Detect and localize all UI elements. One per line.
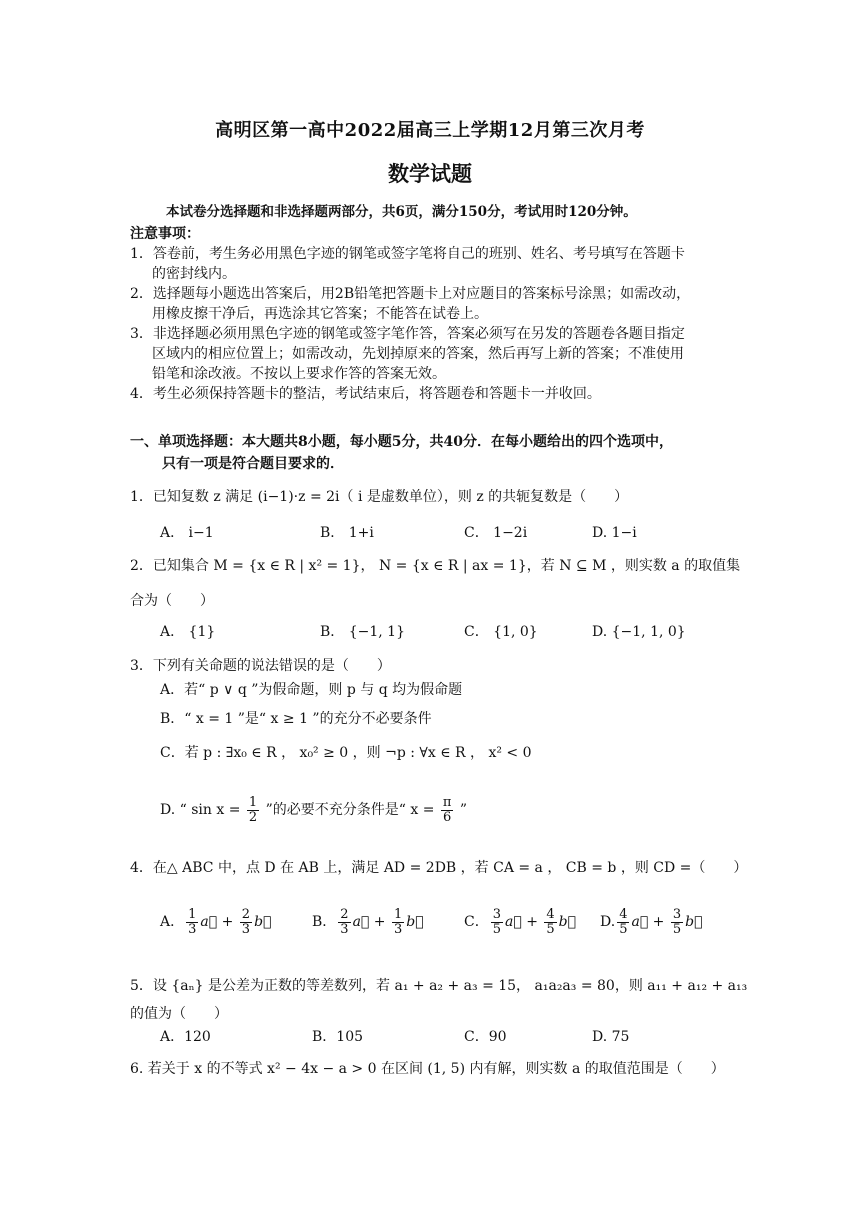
question-2-stem: 2．已知集合 M = {x ∈ R | x² = 1}， N = {x ∈ R | ax = 1}，若 N ⊆ M ，则实数 a 的取值集 [130, 558, 741, 574]
numerator: 3 [672, 906, 682, 922]
notice-item: 的密封线内。 [152, 266, 236, 282]
vector-a: a⃗ [631, 914, 649, 930]
option-b: B． {−1, 1} [320, 624, 405, 640]
vector-b: b⃗ [685, 914, 703, 930]
question-3-option-d [160, 792, 467, 828]
question-4-stem: 4．在△ ABC 中，点 D 在 AB 上，满足 AD = 2DB ，若 CA = a ， CB = b ，则 CD =（ ） [130, 860, 748, 876]
subject-title: 数学试题 [388, 161, 472, 186]
denominator: 2 [248, 809, 258, 825]
coefficient [186, 908, 198, 937]
option-d-text: D. “ sin x = [160, 802, 245, 818]
question-2-options [160, 622, 740, 642]
numerator: 2 [340, 906, 349, 922]
vector-b: b⃗ [558, 914, 577, 930]
notice-item: 3．非选择题必须用黑色字迹的钢笔或签字笔作答，答案必须写在另发的答题卷各题目指定 [130, 326, 685, 342]
question-3-option-a: A．若“ p ∨ q ”为假命题，则 p 与 q 均为假命题 [160, 682, 463, 698]
notice-item: 4．考生必须保持答题卡的整洁，考试结束后，将答题卷和答题卡一并收回。 [130, 386, 601, 402]
denominator: 6 [443, 809, 452, 825]
numerator: 1 [393, 906, 403, 922]
question-3-option-b: B．“ x = 1 ”是“ x ≥ 1 ”的充分不必要条件 [160, 711, 432, 727]
option-c: C．90 [464, 1029, 507, 1045]
exam-intro: 本试卷分选择题和非选择题两部分，共6页，满分150分，考试用时120分钟。 [166, 204, 637, 220]
question-3-stem: 3．下列有关命题的说法错误的是（ ） [130, 658, 391, 674]
exam-title: 高明区第一高中2022届高三上学期12月第三次月考 [215, 120, 645, 141]
vector-a: a⃗ [200, 914, 218, 930]
vector-b: b⃗ [254, 914, 272, 930]
notice-item: 区域内的相应位置上；如需改动，先划掉原来的答案，然后再写上新的答案；不准使用 [152, 346, 684, 362]
question-5-options [160, 1027, 740, 1047]
denominator: 5 [672, 921, 682, 937]
coefficient [491, 908, 503, 937]
option-c: C． $\frac{3}{5}$ a⃗ + $\frac{4}{5}$ b⃗ [464, 906, 577, 937]
numerator: 1 [248, 794, 258, 810]
denominator: 3 [393, 921, 403, 937]
option-d: D. $\frac{4}{5}$ a⃗ + $\frac{3}{5}$ b⃗ [600, 906, 703, 937]
coefficient [671, 908, 683, 937]
fraction-pi-sixth [441, 796, 454, 825]
numerator: 4 [546, 906, 555, 922]
numerator: 1 [188, 906, 197, 922]
vector-a: a⃗ [352, 914, 370, 930]
option-d-text: ” [455, 802, 468, 818]
notice-item: 铅笔和涂改液。不按以上要求作答的答案无效。 [152, 366, 446, 382]
option-label: A． [160, 914, 185, 930]
question-6-stem: 6. 若关于 x 的不等式 x² − 4x − a > 0 在区间 (1, 5) 内有解，则实数 a 的取值范围是（ ） [130, 1061, 725, 1077]
option-b: B．105 [312, 1029, 364, 1045]
numerator: 4 [619, 906, 628, 922]
option-d: D. {−1, 1, 0} [592, 624, 686, 640]
question-5-stem-cont: 的值为（ ） [130, 1006, 228, 1022]
numerator: π [442, 794, 452, 810]
notice-item: 2．选择题每小题选出答案后，用2B铅笔把答题卡上对应题目的答案标号涂黑；如需改动， [130, 286, 691, 302]
option-d: D. 1−i [592, 525, 637, 541]
numerator: 2 [241, 906, 251, 922]
option-c: C． {1, 0} [464, 624, 538, 640]
question-4-options [160, 904, 740, 940]
option-b: B． 1+i [320, 525, 374, 541]
denominator: 3 [241, 921, 251, 937]
option-d: D. 75 [592, 1029, 630, 1045]
vector-b: b⃗ [406, 914, 424, 930]
fraction-one-half [247, 796, 259, 825]
question-1-options [160, 523, 740, 543]
coefficient [240, 908, 252, 937]
option-label: D. [600, 914, 616, 930]
denominator: 5 [619, 921, 628, 937]
option-label: C． [464, 914, 489, 930]
notice-heading: 注意事项： [130, 226, 200, 242]
option-b: B． $\frac{2}{3}$ a⃗ + $\frac{1}{3}$ b⃗ [312, 906, 424, 937]
question-2-stem-cont: 合为（ ） [130, 593, 214, 609]
denominator: 3 [188, 921, 197, 937]
option-label: B． [312, 914, 337, 930]
notice-item: 用橡皮擦干净后，再选涂其它答案；不能答在试卷上。 [152, 306, 488, 322]
option-d-text: ”的必要不充分条件是“ x = [261, 802, 439, 818]
question-1-stem: 1．已知复数 z 满足 (i−1)·z = 2i（ i 是虚数单位），则 z 的共轭复数是（ ） [130, 489, 629, 505]
coefficient [392, 908, 404, 937]
notice-item: 1．答卷前，考生务必用黑色字迹的钢笔或签字笔将自己的班别、姓名、考号填写在答题卡 [130, 246, 685, 262]
coefficient [544, 908, 556, 937]
denominator: 3 [340, 921, 349, 937]
vector-a: a⃗ [505, 914, 522, 930]
option-a: A． $\frac{1}{3}$ a⃗ + $\frac{2}{3}$ b⃗ [160, 906, 272, 937]
numerator: 3 [492, 906, 501, 922]
question-5-stem: 5．设 {aₙ} 是公差为正数的等差数列，若 a₁ + a₂ + a₃ = 15， a₁a₂a₃ = 80，则 a₁₁ + a₁₂ + a₁₃ [130, 978, 748, 994]
option-a: A．120 [160, 1029, 211, 1045]
coefficient [617, 908, 629, 937]
section-heading-cont: 只有一项是符合题目要求的． [162, 456, 344, 472]
denominator: 5 [492, 921, 501, 937]
coefficient [338, 908, 350, 937]
option-a: A． i−1 [160, 525, 214, 541]
option-c: C． 1−2i [464, 525, 528, 541]
option-a: A． {1} [160, 624, 216, 640]
question-3-option-c: C．若 p : ∃x₀ ∈ R ， x₀² ≥ 0 ，则 ¬p : ∀x ∈ R ， x² < 0 [160, 745, 532, 761]
section-heading: 一、单项选择题：本大题共8小题，每小题5分，共40分．在每小题给出的四个选项中， [130, 434, 673, 450]
denominator: 5 [546, 921, 555, 937]
